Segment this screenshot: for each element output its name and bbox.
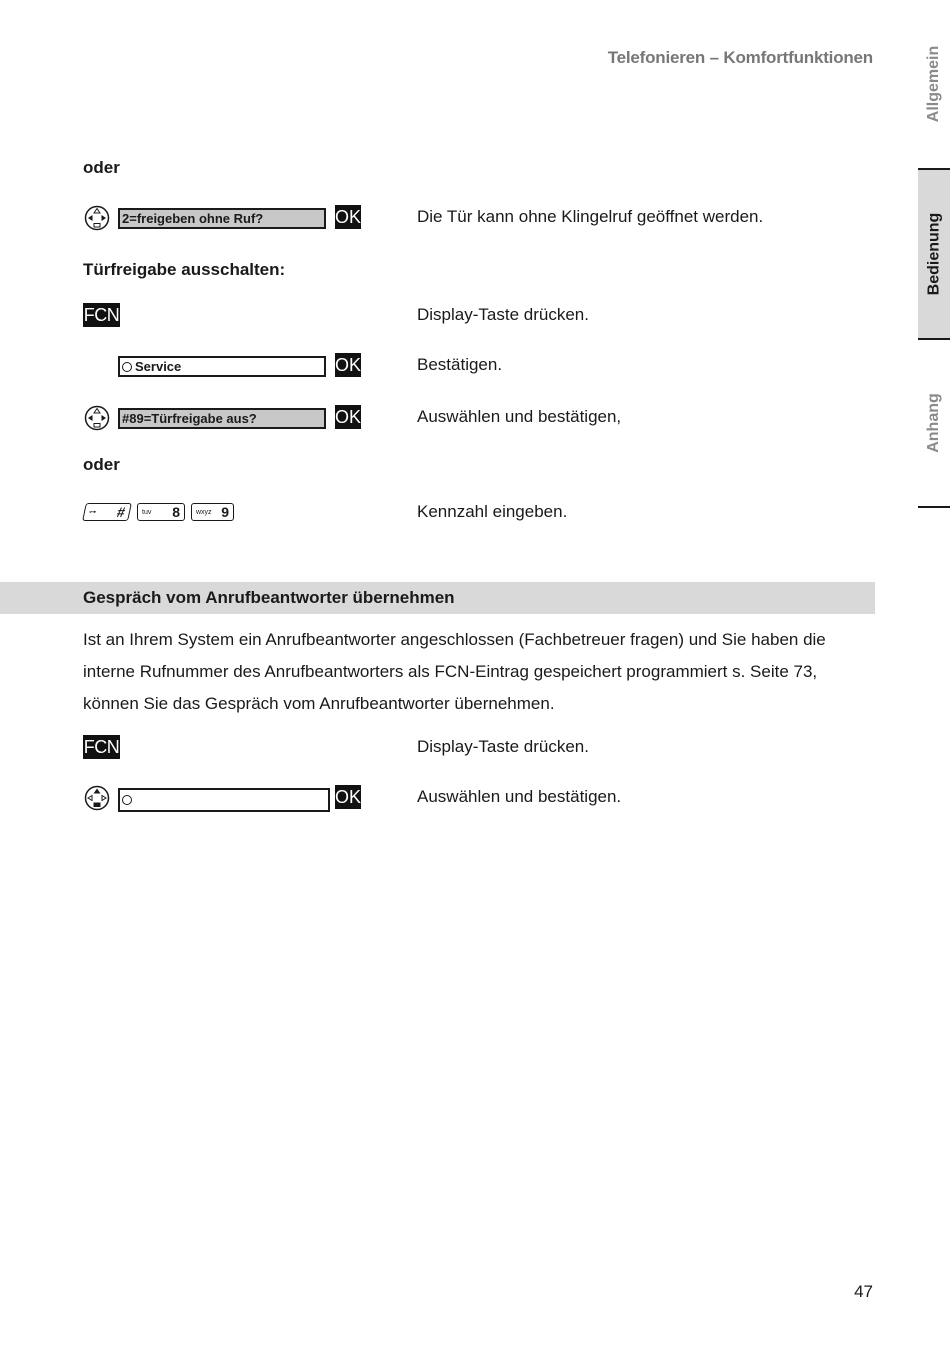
ok-key[interactable]: OK [335, 787, 362, 807]
display-text: Service [135, 359, 182, 374]
side-tab-label: Bedienung [925, 212, 943, 296]
fcn-key[interactable]: FCN [83, 305, 120, 325]
step-description: Auswählen und bestätigen, [417, 407, 622, 426]
step-description: Display-Taste drücken. [417, 305, 589, 324]
key-label: 9 [221, 504, 229, 520]
step-description: Kennzahl eingeben. [417, 502, 568, 521]
running-header: Telefonieren – Komfortfunktionen [607, 48, 873, 67]
hash-key[interactable] [82, 503, 132, 521]
section-header-bar [0, 582, 875, 614]
control-key-updown-icon [84, 785, 110, 811]
key-letters: wxyz [196, 508, 212, 516]
key-label: # [115, 504, 127, 520]
display-line [118, 356, 326, 377]
display-line [118, 408, 326, 429]
ok-key[interactable]: OK [335, 207, 362, 227]
circle-icon [122, 362, 132, 372]
step-description: Bestätigen. [417, 355, 503, 374]
oder-label: oder [83, 455, 120, 474]
section-paragraph: Ist an Ihrem System ein Anrufbeantworter angeschlossen (Fachbetreuer fragen) und Sie haben die interne Rufnummer des Anrufbeantworters als FCN-Eintrag gespeichert programmiert s. Seite 73, können Sie das Gespräch vom Anrufbeantworter übernehmen. [83, 630, 826, 713]
display-text: #89=Türfreigabe aus? [122, 411, 257, 426]
circle-icon [122, 795, 132, 805]
control-key-icon [84, 405, 110, 431]
digit-key-8[interactable] [137, 503, 185, 521]
control-key-icon [84, 205, 110, 231]
oder-label: oder [83, 158, 120, 177]
key-icon: ⊶ [88, 509, 97, 516]
display-line [118, 788, 330, 812]
display-text: 2=freigeben ohne Ruf? [122, 211, 264, 226]
step-description: Display-Taste drücken. [417, 737, 589, 756]
display-line [118, 208, 326, 229]
key-letters: tuv [142, 508, 152, 516]
step-description: Auswählen und bestätigen. [417, 787, 622, 806]
side-tab-divider [918, 506, 950, 508]
ok-key[interactable]: OK [335, 407, 362, 427]
section-title: Gespräch vom Anrufbeantworter übernehmen [83, 588, 455, 607]
side-tab-anhang[interactable] [918, 340, 950, 506]
subheading: Türfreigabe ausschalten: [83, 260, 286, 279]
page-number: 47 [854, 1282, 873, 1301]
digit-key-9[interactable] [191, 503, 234, 521]
side-tab-label: Anhang [925, 393, 943, 453]
key-label: 8 [172, 504, 180, 520]
side-tab-label: Allgemein [925, 45, 942, 123]
ok-key[interactable]: OK [335, 355, 362, 375]
side-tab-allgemein[interactable] [918, 30, 950, 138]
step-description: Die Tür kann ohne Klingelruf geöffnet werden. [417, 207, 764, 226]
fcn-key[interactable]: FCN [83, 737, 120, 757]
side-tab-bedienung[interactable] [918, 170, 950, 338]
